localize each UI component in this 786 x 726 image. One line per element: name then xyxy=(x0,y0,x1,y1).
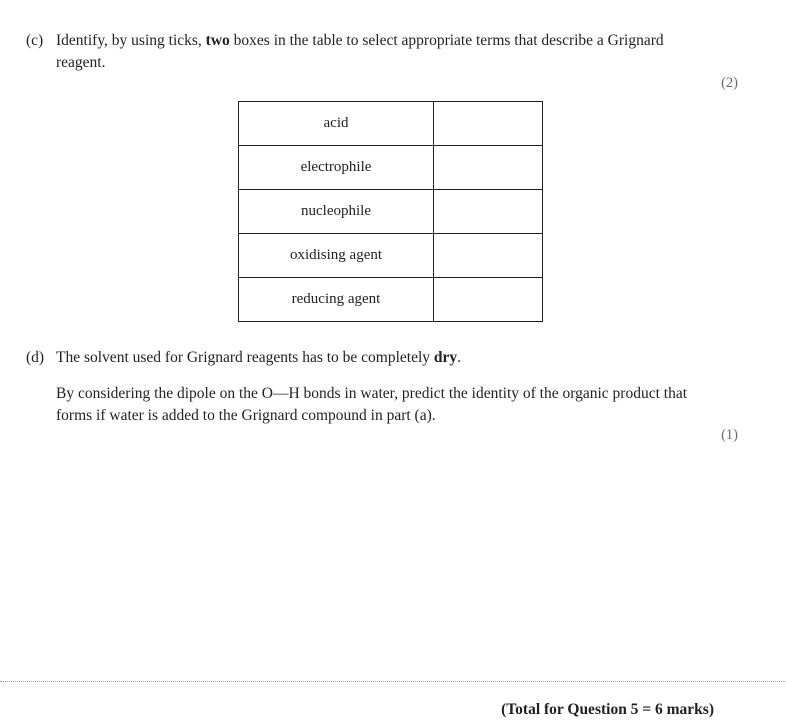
question-part-c xyxy=(26,30,676,74)
table-cell-tickbox[interactable] xyxy=(434,146,543,190)
table-cell-tickbox[interactable] xyxy=(434,278,543,322)
part-c-bold-word: two xyxy=(205,32,230,49)
part-d-line2: By considering the dipole on the O—H bonds in water, predict the identity of the organic product that forms if water is added to the Grignard compound in part (a). xyxy=(56,385,688,424)
table-cell-term: reducing agent xyxy=(239,278,434,322)
table-row xyxy=(239,102,543,146)
part-c-label: (c) xyxy=(26,32,44,49)
part-d-line1-after: . xyxy=(457,349,462,366)
part-d-bold-word: dry xyxy=(433,349,458,366)
table-row xyxy=(239,278,543,322)
part-d-line1-before: The solvent used for Grignard reagents has to be completely xyxy=(56,349,434,366)
footer-divider xyxy=(0,681,786,682)
part-d-marks: (1) xyxy=(721,427,738,443)
question-part-d xyxy=(26,347,726,427)
part-c-body xyxy=(56,30,676,74)
table-cell-tickbox[interactable] xyxy=(434,234,543,278)
table-cell-term: nucleophile xyxy=(239,190,434,234)
table-cell-term: electrophile xyxy=(239,146,434,190)
part-d-label: (d) xyxy=(26,349,45,366)
tick-table xyxy=(238,101,543,322)
table-cell-tickbox[interactable] xyxy=(434,102,543,146)
question-total: (Total for Question 5 = 6 marks) xyxy=(501,701,714,718)
table-cell-term: acid xyxy=(239,102,434,146)
part-c-text-after: boxes in the table to select appropriate terms that describe a Grignard reagent. xyxy=(56,32,664,71)
table-row xyxy=(239,234,543,278)
table-cell-term: oxidising agent xyxy=(239,234,434,278)
part-d-body xyxy=(56,347,726,427)
table-row xyxy=(239,190,543,234)
table-cell-tickbox[interactable] xyxy=(434,190,543,234)
part-c-text-before: Identify, by using ticks, xyxy=(56,32,206,49)
table-row xyxy=(239,146,543,190)
part-c-marks: (2) xyxy=(721,75,738,91)
